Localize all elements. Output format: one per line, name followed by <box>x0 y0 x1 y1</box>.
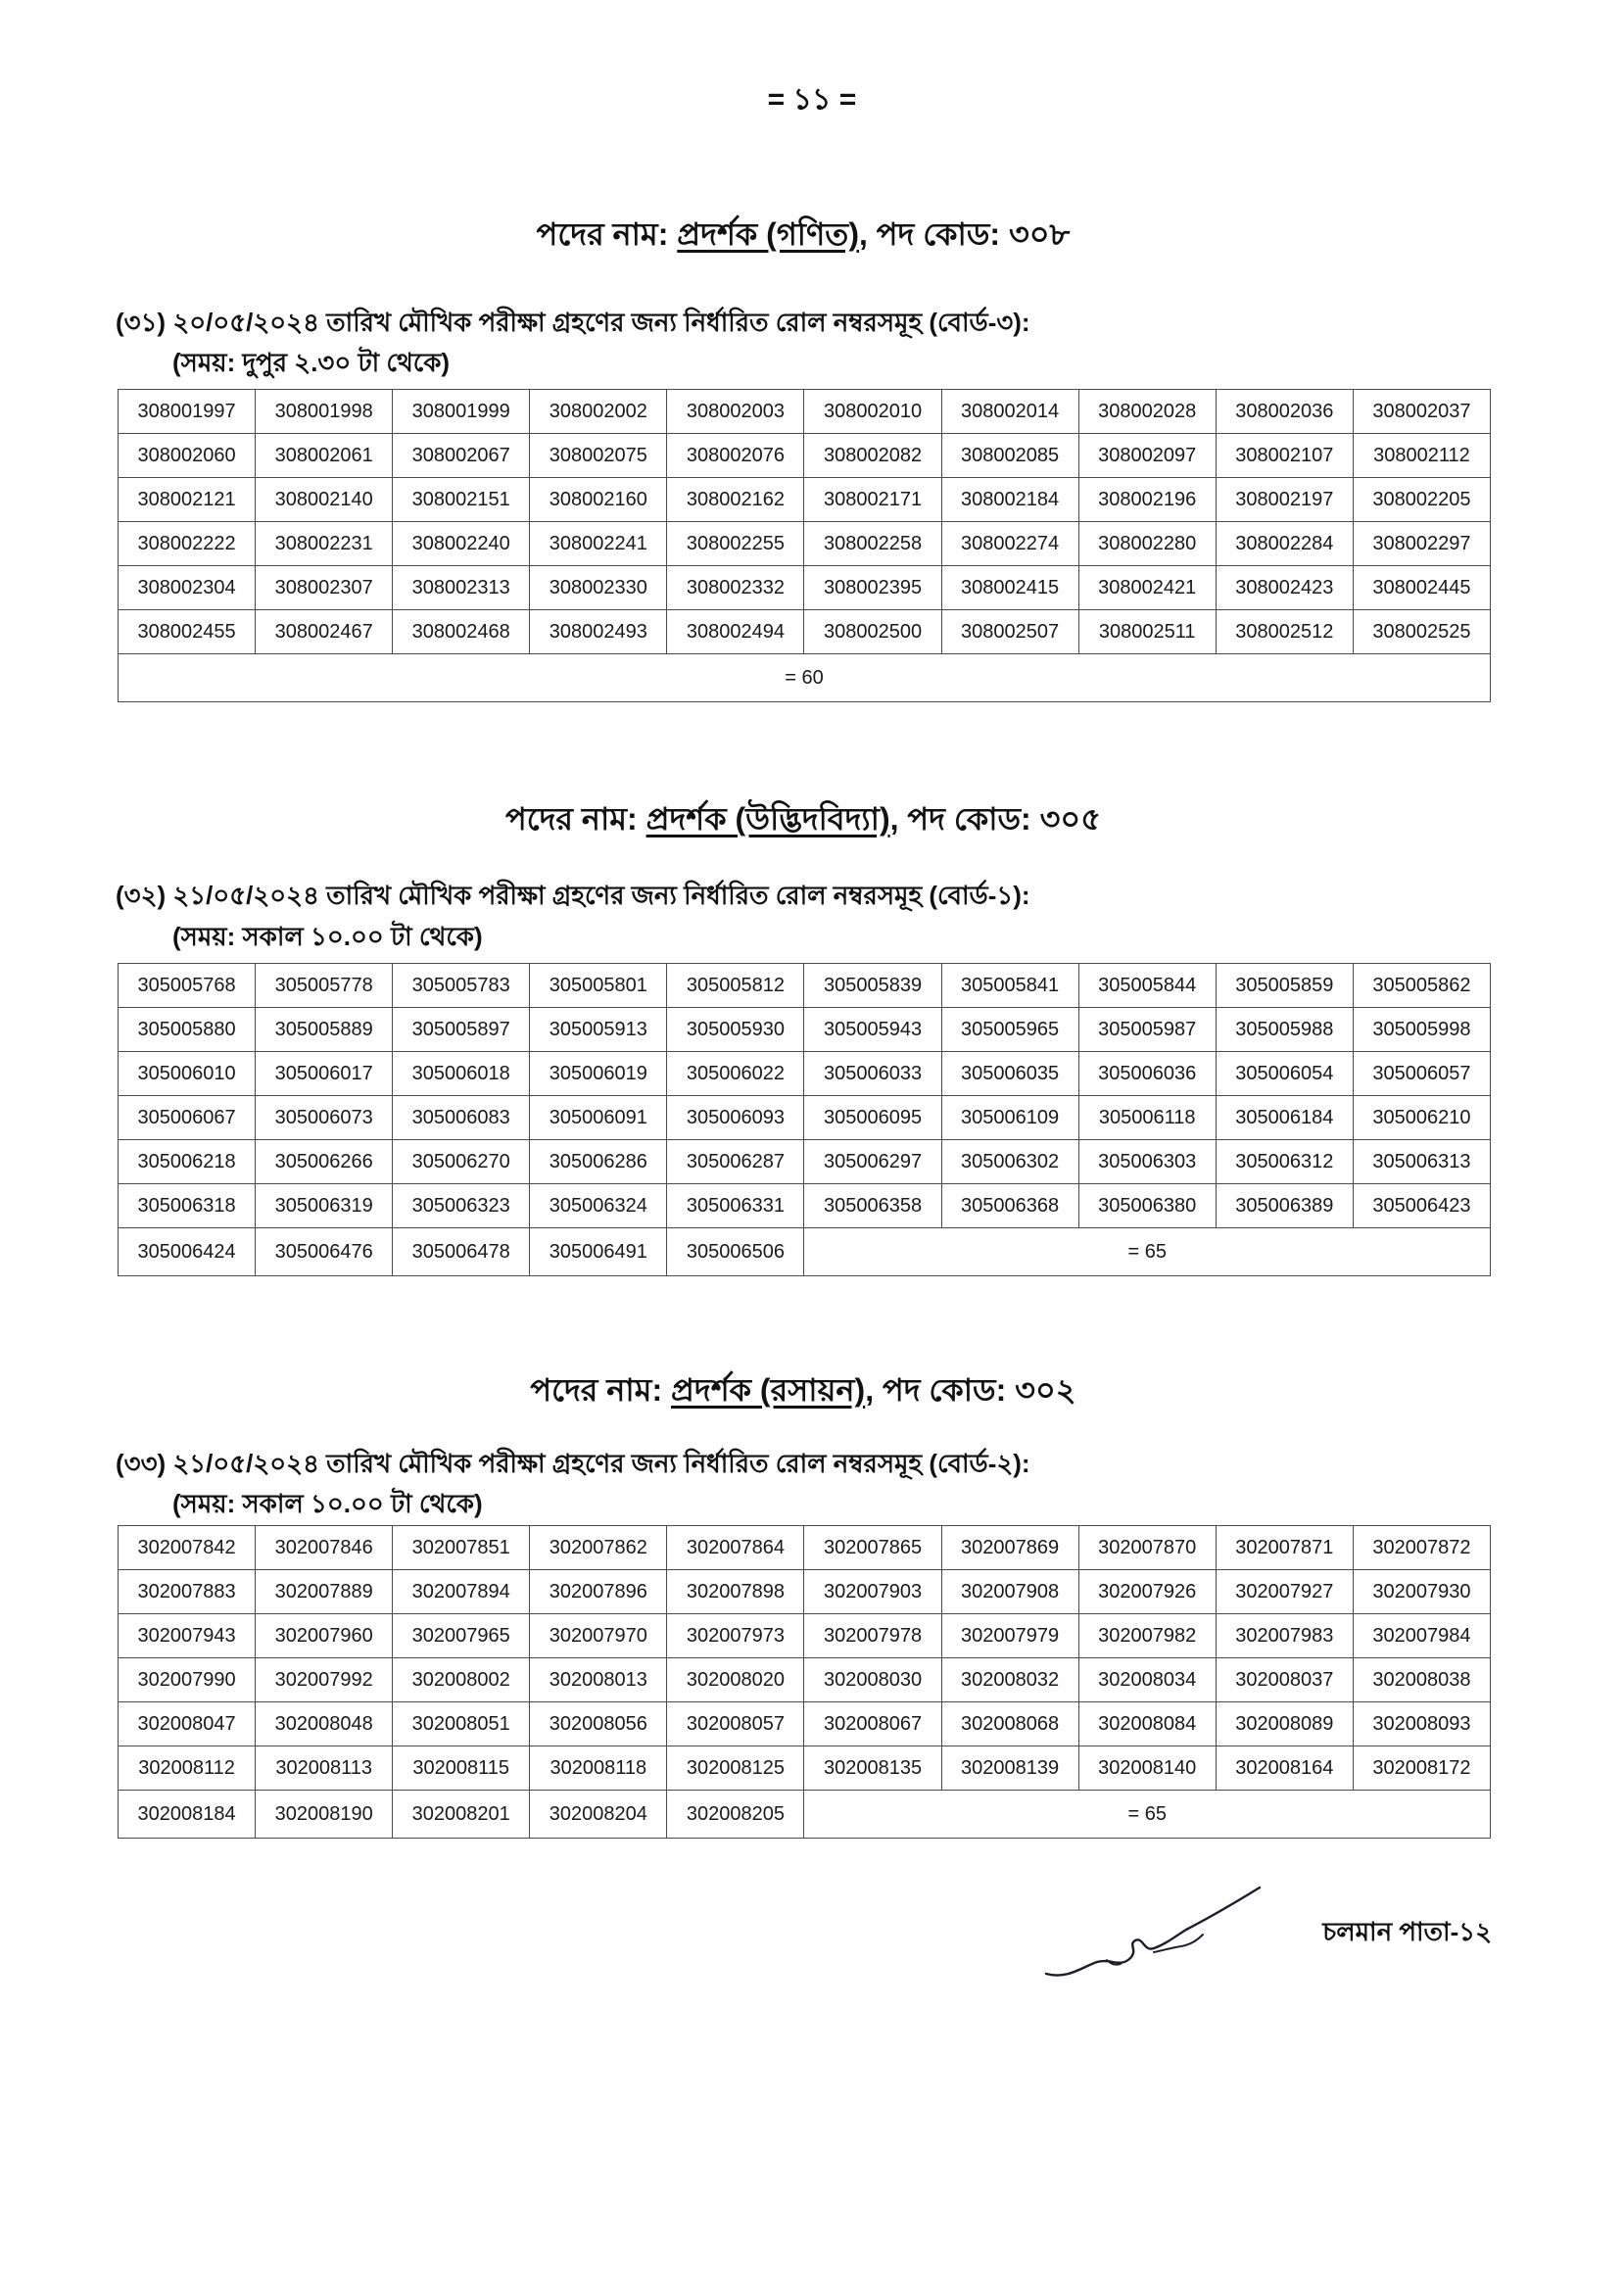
roll-number-cell: 302008030 <box>804 1658 941 1702</box>
exam-time-line: (সময়: সকাল ১০.০০ টা থেকে) <box>172 922 483 951</box>
roll-number-cell: 305006017 <box>256 1052 393 1096</box>
total-count-cell: = 65 <box>804 1228 1491 1276</box>
roll-number-cell: 302008164 <box>1216 1746 1353 1791</box>
roll-number-cell: 308002160 <box>530 478 667 522</box>
roll-number-cell: 308002330 <box>530 566 667 610</box>
roll-number-cell: 308002445 <box>1353 566 1490 610</box>
roll-number-cell: 305005841 <box>941 964 1078 1008</box>
roll-number-cell: 308002036 <box>1216 390 1353 434</box>
post-heading-label: পদের নাম: <box>536 216 669 252</box>
roll-number-cell: 302008048 <box>256 1702 393 1746</box>
roll-number-cell: 308002395 <box>804 566 941 610</box>
roll-number-cell: 305005889 <box>256 1008 393 1052</box>
table-row <box>119 522 1491 566</box>
roll-number-cell: 308002014 <box>941 390 1078 434</box>
roll-number-cell: 308001999 <box>393 390 530 434</box>
roll-number-cell: 305005965 <box>941 1008 1078 1052</box>
table-row <box>119 1052 1491 1096</box>
roll-number-cell: 308002241 <box>530 522 667 566</box>
roll-number-cell: 302008032 <box>941 1658 1078 1702</box>
roll-number-cell: 308002197 <box>1216 478 1353 522</box>
roll-number-cell: 302008057 <box>667 1702 804 1746</box>
page-number: = ১১ = <box>767 83 857 116</box>
roll-number-cell: 305006067 <box>119 1096 256 1140</box>
table-row <box>119 1702 1491 1746</box>
roll-number-cell: 305005859 <box>1216 964 1353 1008</box>
roll-number-cell: 302008205 <box>667 1791 804 1839</box>
roll-number-cell: 305006331 <box>667 1184 804 1228</box>
roll-number-cell: 305005812 <box>667 964 804 1008</box>
roll-number-cell: 305006491 <box>530 1228 667 1276</box>
roll-number-cell: 308002255 <box>667 522 804 566</box>
roll-number-cell: 308002332 <box>667 566 804 610</box>
roll-number-cell: 302008051 <box>393 1702 530 1746</box>
roll-number-cell: 302007869 <box>941 1526 1078 1570</box>
roll-number-cell: 305006380 <box>1078 1184 1216 1228</box>
post-name: প্রদর্শক (উদ্ভিদবিদ্যা) <box>645 801 890 837</box>
roll-number-cell: 308002284 <box>1216 522 1353 566</box>
roll-number-cell: 302008140 <box>1078 1746 1216 1791</box>
roll-number-cell: 305006506 <box>667 1228 804 1276</box>
roll-number-cell: 302007883 <box>119 1570 256 1614</box>
roll-number-cell: 305005862 <box>1353 964 1490 1008</box>
roll-number-cell: 302007851 <box>393 1526 530 1570</box>
table-row <box>119 390 1491 434</box>
roll-number-cell: 305006478 <box>393 1228 530 1276</box>
roll-number-cell: 305006313 <box>1353 1140 1490 1184</box>
roll-number-cell: 305005839 <box>804 964 941 1008</box>
roll-number-cell: 308002060 <box>119 434 256 478</box>
roll-number-cell: 302007960 <box>256 1614 393 1658</box>
roll-number-cell: 308002468 <box>393 610 530 654</box>
post-code: , পদ কোড: ৩০২ <box>865 1372 1076 1408</box>
roll-number-cell: 302007898 <box>667 1570 804 1614</box>
roll-number-cell: 308002151 <box>393 478 530 522</box>
table-row <box>119 1791 1491 1839</box>
roll-number-cell: 308002493 <box>530 610 667 654</box>
table-row <box>119 610 1491 654</box>
roll-number-cell: 308002140 <box>256 478 393 522</box>
post-heading-label: পদের নাম: <box>530 1372 663 1408</box>
roll-number-cell: 305005801 <box>530 964 667 1008</box>
roll-number-cell: 302007984 <box>1353 1614 1490 1658</box>
roll-number-cell: 302007889 <box>256 1570 393 1614</box>
roll-number-cell: 302007846 <box>256 1526 393 1570</box>
roll-number-cell: 305006319 <box>256 1184 393 1228</box>
roll-number-cell: 305006018 <box>393 1052 530 1096</box>
roll-number-cell: 305006022 <box>667 1052 804 1096</box>
roll-number-cell: 305006093 <box>667 1096 804 1140</box>
table-row <box>119 1746 1491 1791</box>
roll-number-cell: 308002002 <box>530 390 667 434</box>
roll-number-cell: 308002003 <box>667 390 804 434</box>
roll-number-cell: 308002196 <box>1078 478 1216 522</box>
roll-number-cell: 302008135 <box>804 1746 941 1791</box>
roll-number-cell: 308002082 <box>804 434 941 478</box>
table-row <box>119 1658 1491 1702</box>
exam-time-line: (সময়: দুপুর ২.৩০ টা থেকে) <box>172 348 451 377</box>
roll-number-cell: 308002067 <box>393 434 530 478</box>
roll-number-cell: 305006318 <box>119 1184 256 1228</box>
roll-number-cell: 305005987 <box>1078 1008 1216 1052</box>
roll-number-cell: 305005880 <box>119 1008 256 1052</box>
exam-schedule-line: (৩১) ২০/০৫/২০২৪ তারিখ মৌখিক পরীক্ষা গ্রহণের জন্য নির্ধারিত রোল নম্বরসমূহ (বোর্ড-৩): <box>116 308 1030 337</box>
roll-number-cell: 305005998 <box>1353 1008 1490 1052</box>
roll-number-cell: 305006036 <box>1078 1052 1216 1096</box>
post-heading-label: পদের নাম: <box>505 801 638 837</box>
roll-number-table <box>118 1525 1491 1839</box>
roll-number-cell: 308002097 <box>1078 434 1216 478</box>
post-heading <box>108 1370 1499 1410</box>
roll-number-cell: 308002061 <box>256 434 393 478</box>
roll-number-cell: 302007979 <box>941 1614 1078 1658</box>
roll-number-cell: 305006054 <box>1216 1052 1353 1096</box>
post-heading <box>108 215 1499 254</box>
roll-number-cell: 308002297 <box>1353 522 1490 566</box>
roll-number-cell: 305006118 <box>1078 1096 1216 1140</box>
table-row <box>119 1614 1491 1658</box>
roll-number-cell: 305006083 <box>393 1096 530 1140</box>
roll-number-cell: 305005768 <box>119 964 256 1008</box>
table-row <box>119 478 1491 522</box>
roll-number-cell: 302008089 <box>1216 1702 1353 1746</box>
roll-number-cell: 302008172 <box>1353 1746 1490 1791</box>
roll-number-cell: 302007965 <box>393 1614 530 1658</box>
roll-number-cell: 302007842 <box>119 1526 256 1570</box>
roll-number-cell: 302008038 <box>1353 1658 1490 1702</box>
roll-number-cell: 302007894 <box>393 1570 530 1614</box>
roll-number-cell: 302008093 <box>1353 1702 1490 1746</box>
roll-number-cell: 308002171 <box>804 478 941 522</box>
roll-number-cell: 308002307 <box>256 566 393 610</box>
roll-number-cell: 305006184 <box>1216 1096 1353 1140</box>
table-row <box>119 1140 1491 1184</box>
roll-number-cell: 308002107 <box>1216 434 1353 478</box>
roll-number-cell: 305006010 <box>119 1052 256 1096</box>
roll-number-cell: 305006323 <box>393 1184 530 1228</box>
roll-number-cell: 308002511 <box>1078 610 1216 654</box>
roll-number-cell: 305006266 <box>256 1140 393 1184</box>
roll-number-cell: 302008068 <box>941 1702 1078 1746</box>
roll-number-cell: 305005897 <box>393 1008 530 1052</box>
table-row <box>119 1096 1491 1140</box>
roll-number-cell: 308001998 <box>256 390 393 434</box>
exam-time-line: (সময়: সকাল ১০.০০ টা থেকে) <box>172 1489 483 1518</box>
roll-number-cell: 302008184 <box>119 1791 256 1839</box>
roll-number-cell: 305006423 <box>1353 1184 1490 1228</box>
roll-number-cell: 308002280 <box>1078 522 1216 566</box>
roll-number-cell: 308002037 <box>1353 390 1490 434</box>
roll-number-cell: 308002112 <box>1353 434 1490 478</box>
roll-number-cell: 302008113 <box>256 1746 393 1791</box>
roll-number-cell: 302008139 <box>941 1746 1078 1791</box>
roll-number-cell: 308002010 <box>804 390 941 434</box>
roll-number-cell: 302007908 <box>941 1570 1078 1614</box>
roll-number-cell: 302008020 <box>667 1658 804 1702</box>
roll-number-cell: 308002258 <box>804 522 941 566</box>
roll-number-cell: 308002274 <box>941 522 1078 566</box>
total-row <box>119 654 1491 702</box>
table-row <box>119 1184 1491 1228</box>
post-heading <box>108 799 1499 838</box>
roll-number-cell: 308002028 <box>1078 390 1216 434</box>
roll-number-cell: 305005913 <box>530 1008 667 1052</box>
roll-number-cell: 308002162 <box>667 478 804 522</box>
roll-number-cell: 308002512 <box>1216 610 1353 654</box>
roll-number-cell: 305006073 <box>256 1096 393 1140</box>
roll-number-cell: 308002222 <box>119 522 256 566</box>
roll-number-cell: 305006389 <box>1216 1184 1353 1228</box>
roll-number-cell: 302007982 <box>1078 1614 1216 1658</box>
roll-number-cell: 305006057 <box>1353 1052 1490 1096</box>
roll-number-cell: 308002421 <box>1078 566 1216 610</box>
roll-number-cell: 305006033 <box>804 1052 941 1096</box>
continuation-label: চলমান পাতা-১২ <box>1322 1917 1492 1946</box>
roll-number-cell: 308002121 <box>119 478 256 522</box>
roll-number-cell: 302007970 <box>530 1614 667 1658</box>
roll-number-cell: 305006424 <box>119 1228 256 1276</box>
exam-schedule-line: (৩২) ২১/০৫/২০২৪ তারিখ মৌখিক পরীক্ষা গ্রহণের জন্য নির্ধারিত রোল নম্বরসমূহ (বোর্ড-১): <box>116 881 1030 910</box>
roll-number-cell: 302007926 <box>1078 1570 1216 1614</box>
roll-number-cell: 302008201 <box>393 1791 530 1839</box>
table-row <box>119 1570 1491 1614</box>
roll-number-cell: 305005943 <box>804 1008 941 1052</box>
roll-number-cell: 305006286 <box>530 1140 667 1184</box>
roll-number-cell: 308002231 <box>256 522 393 566</box>
roll-number-cell: 302008190 <box>256 1791 393 1839</box>
roll-number-cell: 302007870 <box>1078 1526 1216 1570</box>
table-row <box>119 1526 1491 1570</box>
roll-number-cell: 308002507 <box>941 610 1078 654</box>
roll-number-cell: 305006358 <box>804 1184 941 1228</box>
roll-number-cell: 302007865 <box>804 1526 941 1570</box>
roll-number-cell: 308002085 <box>941 434 1078 478</box>
roll-number-cell: 308002075 <box>530 434 667 478</box>
roll-number-cell: 302008047 <box>119 1702 256 1746</box>
roll-number-cell: 302008112 <box>119 1746 256 1791</box>
roll-number-cell: 302008034 <box>1078 1658 1216 1702</box>
roll-number-cell: 308002415 <box>941 566 1078 610</box>
roll-number-cell: 308002525 <box>1353 610 1490 654</box>
roll-number-cell: 308002076 <box>667 434 804 478</box>
roll-number-cell: 302007990 <box>119 1658 256 1702</box>
roll-number-cell: 305006297 <box>804 1140 941 1184</box>
roll-number-cell: 305006035 <box>941 1052 1078 1096</box>
roll-number-cell: 305006270 <box>393 1140 530 1184</box>
roll-number-cell: 302008084 <box>1078 1702 1216 1746</box>
roll-number-cell: 305006091 <box>530 1096 667 1140</box>
roll-number-cell: 305006218 <box>119 1140 256 1184</box>
roll-number-cell: 302007983 <box>1216 1614 1353 1658</box>
post-code: , পদ কোড: ৩০৫ <box>889 801 1101 837</box>
roll-number-cell: 302007978 <box>804 1614 941 1658</box>
roll-number-cell: 302007871 <box>1216 1526 1353 1570</box>
roll-number-cell: 302008056 <box>530 1702 667 1746</box>
roll-number-cell: 305005844 <box>1078 964 1216 1008</box>
roll-number-cell: 302007896 <box>530 1570 667 1614</box>
roll-number-cell: 302008002 <box>393 1658 530 1702</box>
table-row <box>119 1228 1491 1276</box>
roll-number-cell: 305006368 <box>941 1184 1078 1228</box>
roll-number-cell: 308002205 <box>1353 478 1490 522</box>
roll-number-cell: 302007930 <box>1353 1570 1490 1614</box>
roll-number-cell: 302008067 <box>804 1702 941 1746</box>
roll-number-table <box>118 389 1491 702</box>
roll-number-cell: 302007943 <box>119 1614 256 1658</box>
roll-number-cell: 302007872 <box>1353 1526 1490 1570</box>
roll-number-cell: 305005778 <box>256 964 393 1008</box>
roll-number-cell: 305005988 <box>1216 1008 1353 1052</box>
total-count-cell: = 65 <box>804 1791 1491 1839</box>
roll-number-cell: 302008013 <box>530 1658 667 1702</box>
roll-number-cell: 308001997 <box>119 390 256 434</box>
roll-number-cell: 302008125 <box>667 1746 804 1791</box>
roll-number-cell: 302007973 <box>667 1614 804 1658</box>
roll-number-cell: 308002313 <box>393 566 530 610</box>
roll-number-cell: 302008204 <box>530 1791 667 1839</box>
roll-number-cell: 305006210 <box>1353 1096 1490 1140</box>
roll-number-cell: 308002184 <box>941 478 1078 522</box>
roll-number-cell: 302007903 <box>804 1570 941 1614</box>
roll-number-cell: 302008118 <box>530 1746 667 1791</box>
roll-number-cell: 308002500 <box>804 610 941 654</box>
roll-number-cell: 305006324 <box>530 1184 667 1228</box>
roll-number-cell: 308002494 <box>667 610 804 654</box>
post-name: প্রদর্শক (গণিত) <box>677 216 859 252</box>
roll-number-cell: 308002423 <box>1216 566 1353 610</box>
roll-number-cell: 302007864 <box>667 1526 804 1570</box>
signature-image <box>1038 1876 1273 1988</box>
table-row <box>119 964 1491 1008</box>
roll-number-cell: 302007862 <box>530 1526 667 1570</box>
table-row <box>119 566 1491 610</box>
post-code: , পদ কোড: ৩০৮ <box>858 216 1071 252</box>
table-row <box>119 434 1491 478</box>
roll-number-cell: 305005783 <box>393 964 530 1008</box>
roll-number-cell: 302008037 <box>1216 1658 1353 1702</box>
roll-number-cell: 308002304 <box>119 566 256 610</box>
table-row <box>119 1008 1491 1052</box>
roll-number-cell: 308002467 <box>256 610 393 654</box>
roll-number-cell: 305006312 <box>1216 1140 1353 1184</box>
roll-number-cell: 305006302 <box>941 1140 1078 1184</box>
roll-number-cell: 308002240 <box>393 522 530 566</box>
roll-number-cell: 305006109 <box>941 1096 1078 1140</box>
roll-number-cell: 305006476 <box>256 1228 393 1276</box>
roll-number-cell: 305006095 <box>804 1096 941 1140</box>
exam-schedule-line: (৩৩) ২১/০৫/২০২৪ তারিখ মৌখিক পরীক্ষা গ্রহণের জন্য নির্ধারিত রোল নম্বরসমূহ (বোর্ড-২): <box>116 1449 1030 1478</box>
post-name: প্রদর্শক (রসায়ন) <box>671 1372 866 1408</box>
roll-number-cell: 308002455 <box>119 610 256 654</box>
roll-number-cell: 305006019 <box>530 1052 667 1096</box>
roll-number-cell: 305006303 <box>1078 1140 1216 1184</box>
roll-number-cell: 302008115 <box>393 1746 530 1791</box>
roll-number-cell: 302007927 <box>1216 1570 1353 1614</box>
roll-number-table <box>118 963 1491 1276</box>
total-count-cell: = 60 <box>119 654 1491 702</box>
roll-number-cell: 305006287 <box>667 1140 804 1184</box>
roll-number-cell: 305005930 <box>667 1008 804 1052</box>
roll-number-cell: 302007992 <box>256 1658 393 1702</box>
